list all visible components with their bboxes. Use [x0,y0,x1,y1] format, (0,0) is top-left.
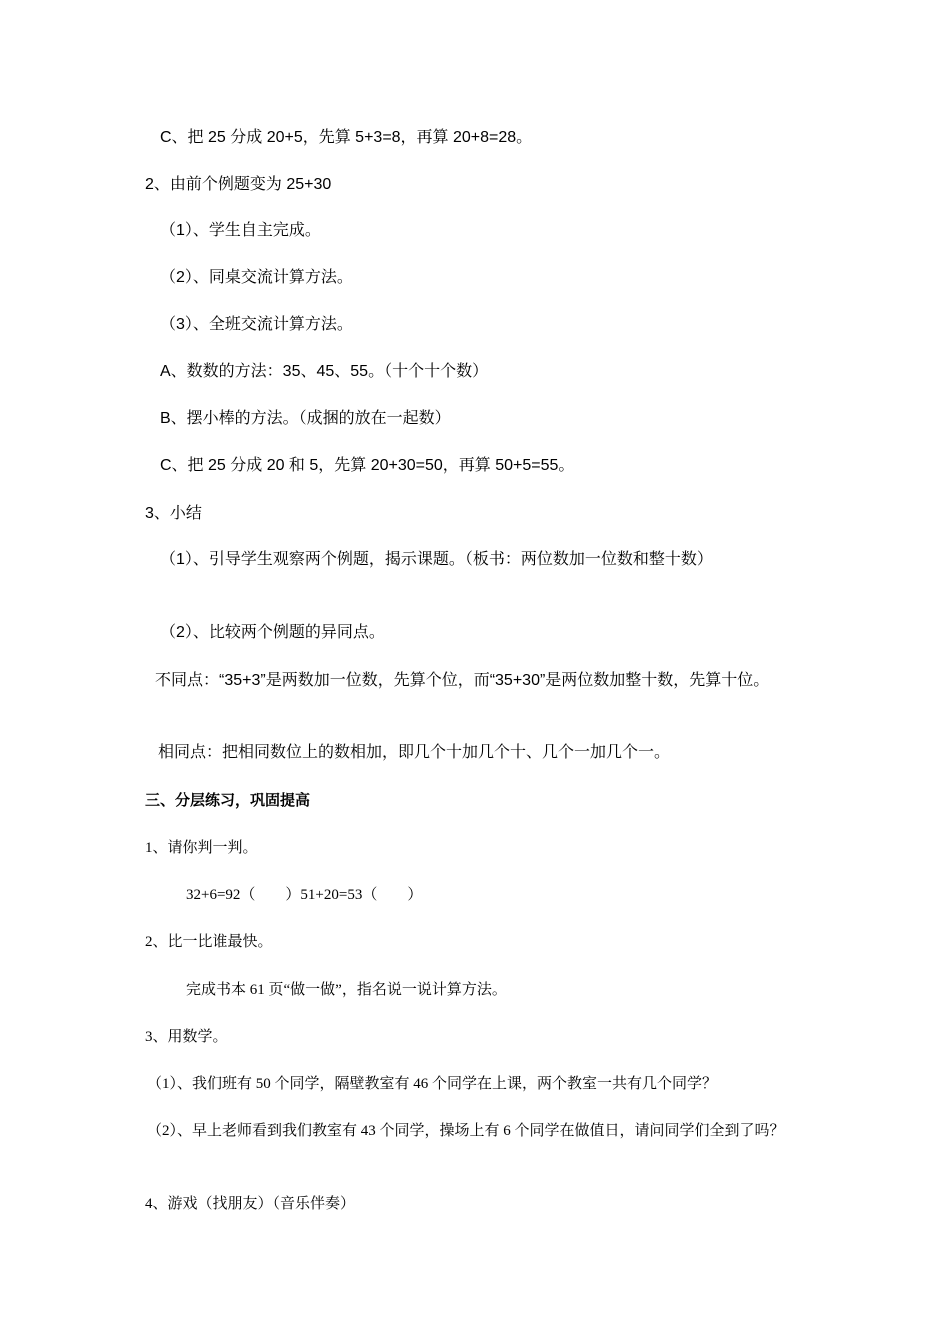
step-3-class-discuss: （3）、全班交流计算方法。 [160,316,353,333]
exercise-3-question-1: （1）、我们班有 50 个同学，隔壁教室有 46 个同学在上课，两个教室一共有几个同学？ [147,1076,718,1092]
method-a-counting: A、数数的方法：35、45、55。（十个十个数） [160,363,489,380]
exercise-2-title: 2、比一比谁最快。 [145,934,273,950]
step-1-self-complete: （1）、学生自主完成。 [160,222,321,239]
summary-item-2: （2）、比较两个例题的异同点。 [160,624,385,641]
section-heading-practice: 三、分层练习，巩固提高 [145,792,311,809]
exercise-2-instruction: 完成书本 61 页“做一做”，指名说一说计算方法。 [186,982,507,998]
method-c-split: C、把 25 分成 20 和 5，先算 20+30=50，再算 50+5=55。 [160,457,575,474]
step-2-pair-discuss: （2）、同桌交流计算方法。 [160,269,353,286]
exercise-4-game: 4、游戏（找朋友）（音乐伴奏） [145,1196,356,1212]
heading-summary: 3、小结 [145,505,202,522]
exercise-1-problems: 32+6=92（ ）51+20=53（ ） [186,887,423,903]
similarities-paragraph: 相同点：把相同数位上的数相加，即几个十加几个十、几个一加几个一。 [158,744,671,761]
differences-paragraph: 不同点：“35+3”是两数加一位数，先算个位，而“35+30”是两位数加整十数，先算十位。 [155,672,770,689]
step-c-first-example: C、把 25 分成 20+5，先算 5+3=8，再算 20+8=28。 [160,129,533,146]
exercise-3-question-2: （2）、早上老师看到我们教室有 43 个同学，操场上有 6 个同学在做值日，请问同学们全到了吗？ [147,1123,785,1139]
summary-item-1: （1）、引导学生观察两个例题，揭示课题。（板书：两位数加一位数和整十数） [160,551,713,568]
exercise-1-title: 1、请你判一判。 [145,840,258,856]
method-b-sticks: B、摆小棒的方法。（成捆的放在一起数） [160,410,451,427]
heading-example-2: 2、由前个例题变为 25+30 [145,176,332,193]
exercise-3-title: 3、用数学。 [145,1029,228,1045]
